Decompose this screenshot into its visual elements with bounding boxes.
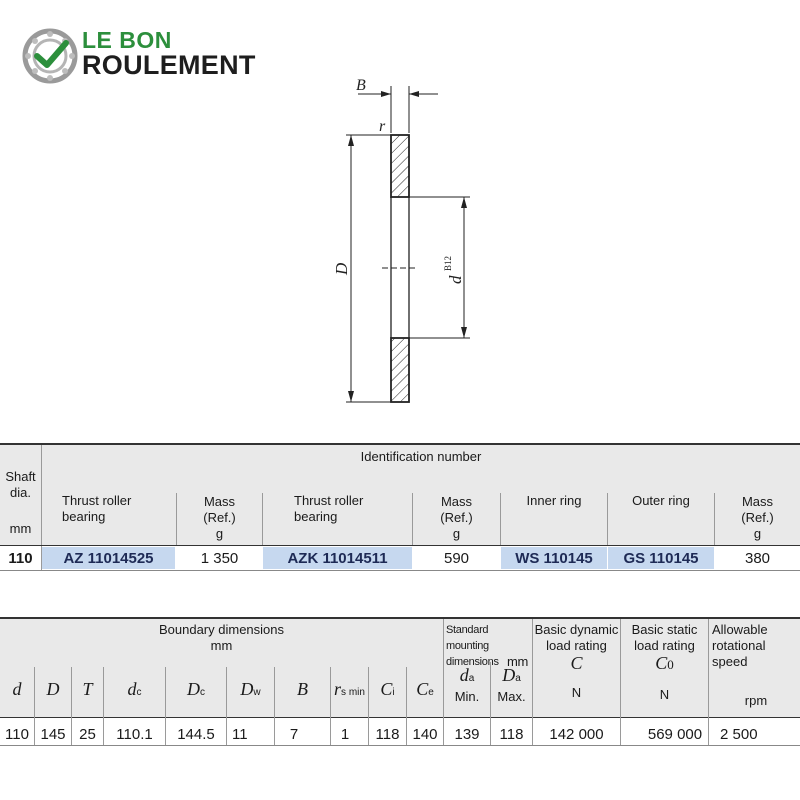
mass-label: Mass bbox=[741, 494, 774, 509]
sym-B: B bbox=[297, 679, 308, 699]
value-Ci: 118 bbox=[375, 726, 400, 743]
value-Dc: 144.5 bbox=[177, 726, 215, 743]
sym-d: d bbox=[12, 679, 22, 699]
mass1-value: 1 350 bbox=[200, 550, 239, 567]
thrust-bearing-2-header: Thrust roller bearing bbox=[294, 493, 364, 524]
value-speed: 2 500 bbox=[720, 726, 758, 743]
inner-ring-header: Inner ring bbox=[526, 493, 582, 508]
sym-Da-main: D bbox=[502, 665, 516, 685]
mass2-header bbox=[413, 494, 500, 542]
mass1-header bbox=[177, 494, 262, 542]
mass-label: Mass bbox=[203, 494, 236, 509]
sym-rs bbox=[331, 681, 368, 701]
stat-sym: C bbox=[655, 653, 668, 673]
table2-divider bbox=[226, 667, 227, 745]
speed-title-3: speed bbox=[712, 654, 748, 669]
table2-bottom-rule bbox=[0, 745, 800, 746]
sym-da-main: d bbox=[459, 665, 469, 685]
value-Da: 118 bbox=[499, 726, 524, 743]
mass-unit: g bbox=[215, 526, 224, 541]
sym-rs-main: r bbox=[334, 679, 342, 699]
mass-unit: g bbox=[452, 526, 461, 541]
outer-ring-part-number[interactable]: GS 110145 bbox=[623, 550, 699, 567]
sym-Dw bbox=[227, 681, 274, 701]
inner-ring-part-number[interactable]: WS 110145 bbox=[515, 550, 593, 567]
sym-Da-label: Max. bbox=[497, 689, 526, 704]
washer-cross-section-drawing bbox=[320, 75, 490, 415]
dim-r-label: r bbox=[379, 118, 386, 135]
logo-text-top: LE BON bbox=[82, 27, 172, 53]
sym-Dw-sub: w bbox=[253, 687, 261, 698]
mounting-unit: mm bbox=[506, 654, 528, 669]
value-dc: 110.1 bbox=[116, 726, 153, 743]
shaft-label-line1: Shaft bbox=[5, 469, 36, 484]
mass-ref-label: (Ref.) bbox=[203, 510, 236, 525]
shaft-label bbox=[0, 469, 41, 537]
stat-sub: 0 bbox=[667, 657, 674, 672]
sym-Ci-main: C bbox=[380, 679, 393, 699]
value-d: 110 bbox=[5, 726, 29, 743]
table1-top-rule bbox=[0, 443, 800, 445]
value-T: 25 bbox=[79, 726, 96, 743]
sym-Dc-sub: c bbox=[200, 687, 205, 698]
boundary-dimensions-unit: mm bbox=[210, 638, 233, 653]
value-Ce: 140 bbox=[412, 726, 438, 743]
sym-Ce-sub: e bbox=[428, 687, 434, 698]
logo-text-bottom: ROULEMENT bbox=[82, 50, 256, 80]
table1-divider bbox=[262, 493, 263, 545]
stat-title-1: Basic static bbox=[631, 622, 698, 637]
stat-title-2: load rating bbox=[634, 638, 695, 653]
value-da: 139 bbox=[454, 726, 480, 743]
bearing1-part-number[interactable]: AZ 11014525 bbox=[63, 550, 154, 567]
speed-title-1: Allowable bbox=[712, 622, 768, 637]
dynamic-load-title bbox=[533, 622, 620, 701]
dyn-symbol: C bbox=[570, 653, 583, 673]
mass-label: Mass bbox=[440, 494, 473, 509]
sym-Da bbox=[491, 667, 532, 705]
dyn-title-1: Basic dynamic bbox=[534, 622, 619, 637]
sym-da-sub: a bbox=[468, 673, 475, 684]
dim-d-label: d bbox=[446, 275, 465, 284]
sym-rs-sub: s min bbox=[341, 687, 365, 698]
value-Dw: 11 bbox=[232, 726, 248, 743]
value-C0: 569 000 bbox=[647, 726, 703, 743]
value-C: 142 000 bbox=[549, 726, 604, 743]
dim-d-tolerance: B12 bbox=[443, 255, 453, 271]
mass-ref-label: (Ref.) bbox=[741, 510, 774, 525]
value-B: 7 bbox=[289, 726, 299, 743]
dim-D-label: D bbox=[332, 262, 351, 275]
mass2-value: 590 bbox=[443, 550, 470, 567]
sym-Ce bbox=[407, 681, 443, 701]
shaft-diameter-value: 110 bbox=[8, 550, 33, 567]
boundary-dimensions-title bbox=[0, 622, 443, 654]
mass-ref-label: (Ref.) bbox=[440, 510, 473, 525]
stat-symbol bbox=[621, 655, 708, 673]
sym-dc-main: d bbox=[127, 679, 137, 699]
value-rs: 1 bbox=[340, 726, 350, 743]
bearing-logo-icon bbox=[22, 28, 78, 84]
sym-da-label: Min. bbox=[454, 689, 480, 704]
dyn-title-2: load rating bbox=[546, 638, 607, 653]
shaft-label-line2: dia. bbox=[10, 485, 31, 500]
boundary-dimensions-label: Boundary dimensions bbox=[158, 622, 285, 637]
static-load-title bbox=[621, 622, 708, 703]
dyn-unit: N bbox=[571, 685, 582, 700]
sym-Ci-sub: i bbox=[392, 687, 395, 698]
mass-unit: g bbox=[753, 526, 762, 541]
table2-top-rule bbox=[0, 617, 800, 619]
stat-unit: N bbox=[659, 687, 670, 702]
sym-D: D bbox=[46, 679, 60, 699]
shaft-label-unit: mm bbox=[9, 521, 32, 536]
mass3-header bbox=[715, 494, 800, 542]
sym-T: T bbox=[82, 679, 93, 699]
dim-B-label: B bbox=[356, 77, 366, 94]
sym-da bbox=[444, 667, 490, 705]
table2-mid-rule bbox=[0, 717, 800, 718]
speed-title-2: rotational bbox=[712, 638, 766, 653]
sym-dc-sub: c bbox=[136, 687, 142, 698]
thrust-bearing-header: Thrust roller bearing bbox=[62, 493, 132, 524]
table1-mid-rule bbox=[0, 545, 800, 546]
mounting-title: Standard mounting bbox=[446, 624, 489, 652]
bearing2-part-number[interactable]: AZK 11014511 bbox=[287, 550, 388, 567]
sym-Dc-main: D bbox=[187, 679, 200, 699]
sym-Ce-main: C bbox=[416, 679, 429, 699]
sym-Ci bbox=[369, 681, 406, 701]
sym-Dw-main: D bbox=[240, 679, 254, 699]
speed-unit: rpm bbox=[744, 693, 768, 708]
sym-Dc bbox=[166, 681, 226, 701]
mounting-dimensions-title bbox=[446, 622, 532, 670]
table1-bottom-rule bbox=[0, 570, 800, 571]
sym-dc bbox=[104, 681, 165, 701]
identification-number-title: Identification number bbox=[360, 449, 482, 464]
speed-title bbox=[712, 622, 800, 709]
mounting-sub: dimensions bbox=[446, 656, 499, 668]
outer-ring-header: Outer ring bbox=[632, 493, 690, 508]
sym-Da-sub: a bbox=[515, 673, 521, 684]
value-D: 145 bbox=[40, 726, 66, 743]
mass3-value: 380 bbox=[744, 550, 771, 567]
